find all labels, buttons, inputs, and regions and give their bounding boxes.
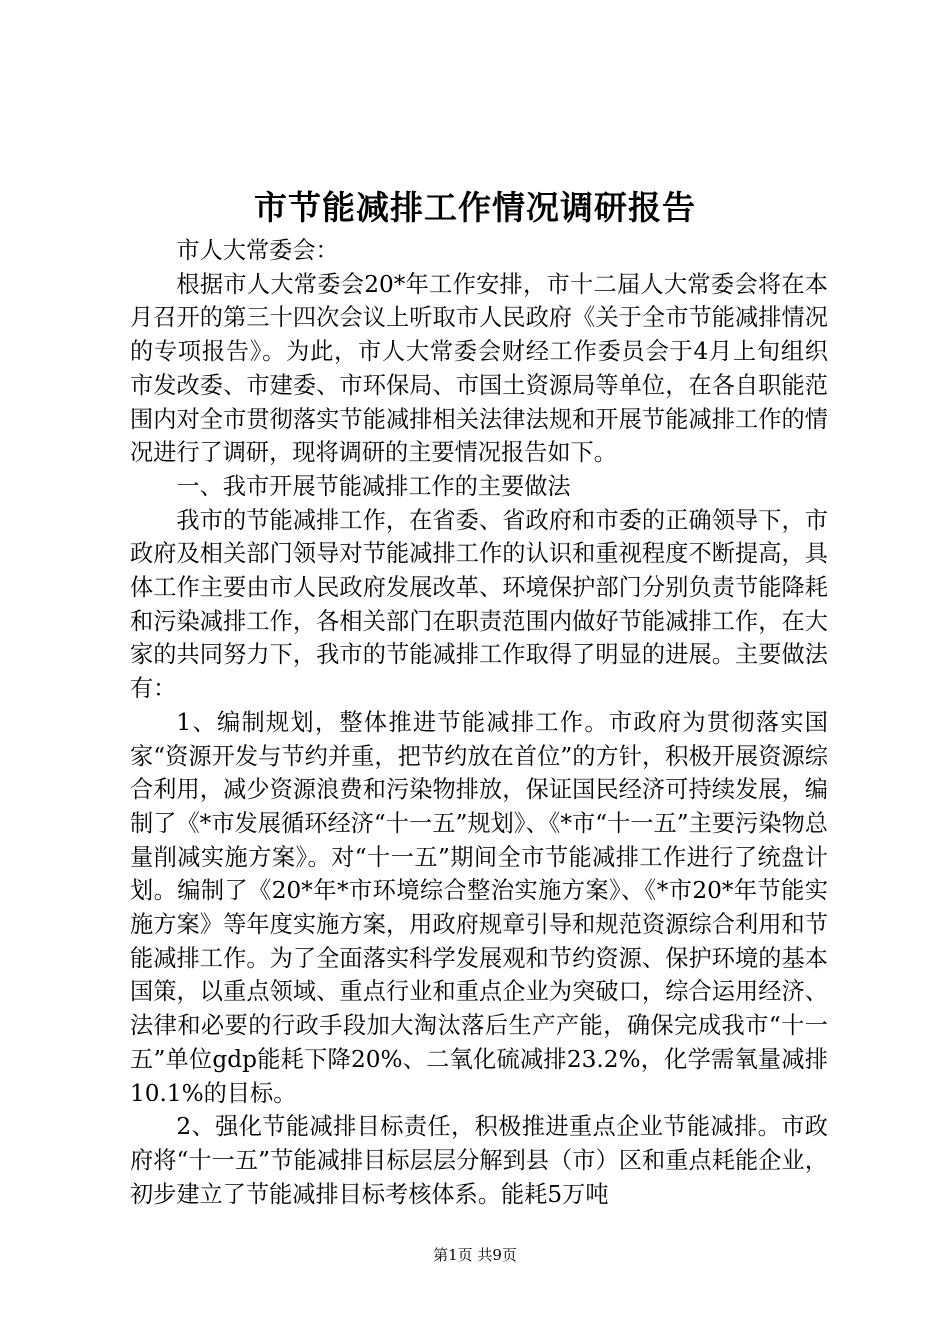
document-body <box>130 234 828 1211</box>
paragraph-intro: 根据市人大常委会20*年工作安排，市十二届人大常委会将在本月召开的第三十四次会议上听取市人民政府《关于全市节能减排情况的专项报告》。为此，市人大常委会财经工作委员会于4月上旬组织市发改委、市建委、市环保局、市国土资源局等单位，在各自职能范围内对全市贯彻落实节能减排相关法律法规和开展节能减排工作的情况进行了调研，现将调研的主要情况报告如下。 <box>130 270 828 467</box>
section-heading: 一、我市开展节能减排工作的主要做法 <box>176 472 571 500</box>
document-title: 市节能减排工作情况调研报告 <box>254 188 696 227</box>
paragraph-overview: 我市的节能减排工作，在省委、省政府和市委的正确领导下，市政府及相关部门领导对节能减排工作的认识和重视程度不断提高，具体工作主要由市人民政府发展改革、环境保护部门分别负责节能降耗和污染减排工作，各相关部门在职责范围内做好节能减排工作，在大家的共同努力下，我市的节能减排工作取得了明显的进展。主要做法有： <box>130 506 828 703</box>
paragraph-item-2: 2、强化节能减排目标责任，积极推进重点企业节能减排。市政府将“十一五”节能减排目标层层分解到县（市）区和重点耗能企业，初步建立了节能减排目标考核体系。能耗5万吨 <box>130 1113 828 1208</box>
salutation: 市人大常委会： <box>176 237 339 264</box>
page-number: 第1页 共9页 <box>433 1246 517 1264</box>
paragraph-item-1: 1、编制规划，整体推进节能减排工作。市政府为贯彻落实国家“资源开发与节约并重，把节约放在首位”的方针，积极开展资源综合利用，减少资源浪费和污染物排放，保证国民经济可持续发展，编制了《*市发展循环经济“十一五”规划》、《*市“十一五”主要污染物总量削减实施方案》。对“十一五”期间全市节能减排工作进行了统盘计划。编制了《20*年*市环境综合整治实施方案》、《*市20*年节能实施方案》等年度实施方案，用政府规章引导和规范资源综合利用和节能减排工作。为了全面落实科学发展观和节约资源、保护环境的基本国策，以重点领域、重点行业和重点企业为突破口，综合运用经济、法律和必要的行政手段加大淘汰落后生产产能，确保完成我市“十一五”单位gdp能耗下降20%、二氧化硫减排23.2%，化学需氧量减排10.1%的目标。 <box>130 708 828 1107</box>
